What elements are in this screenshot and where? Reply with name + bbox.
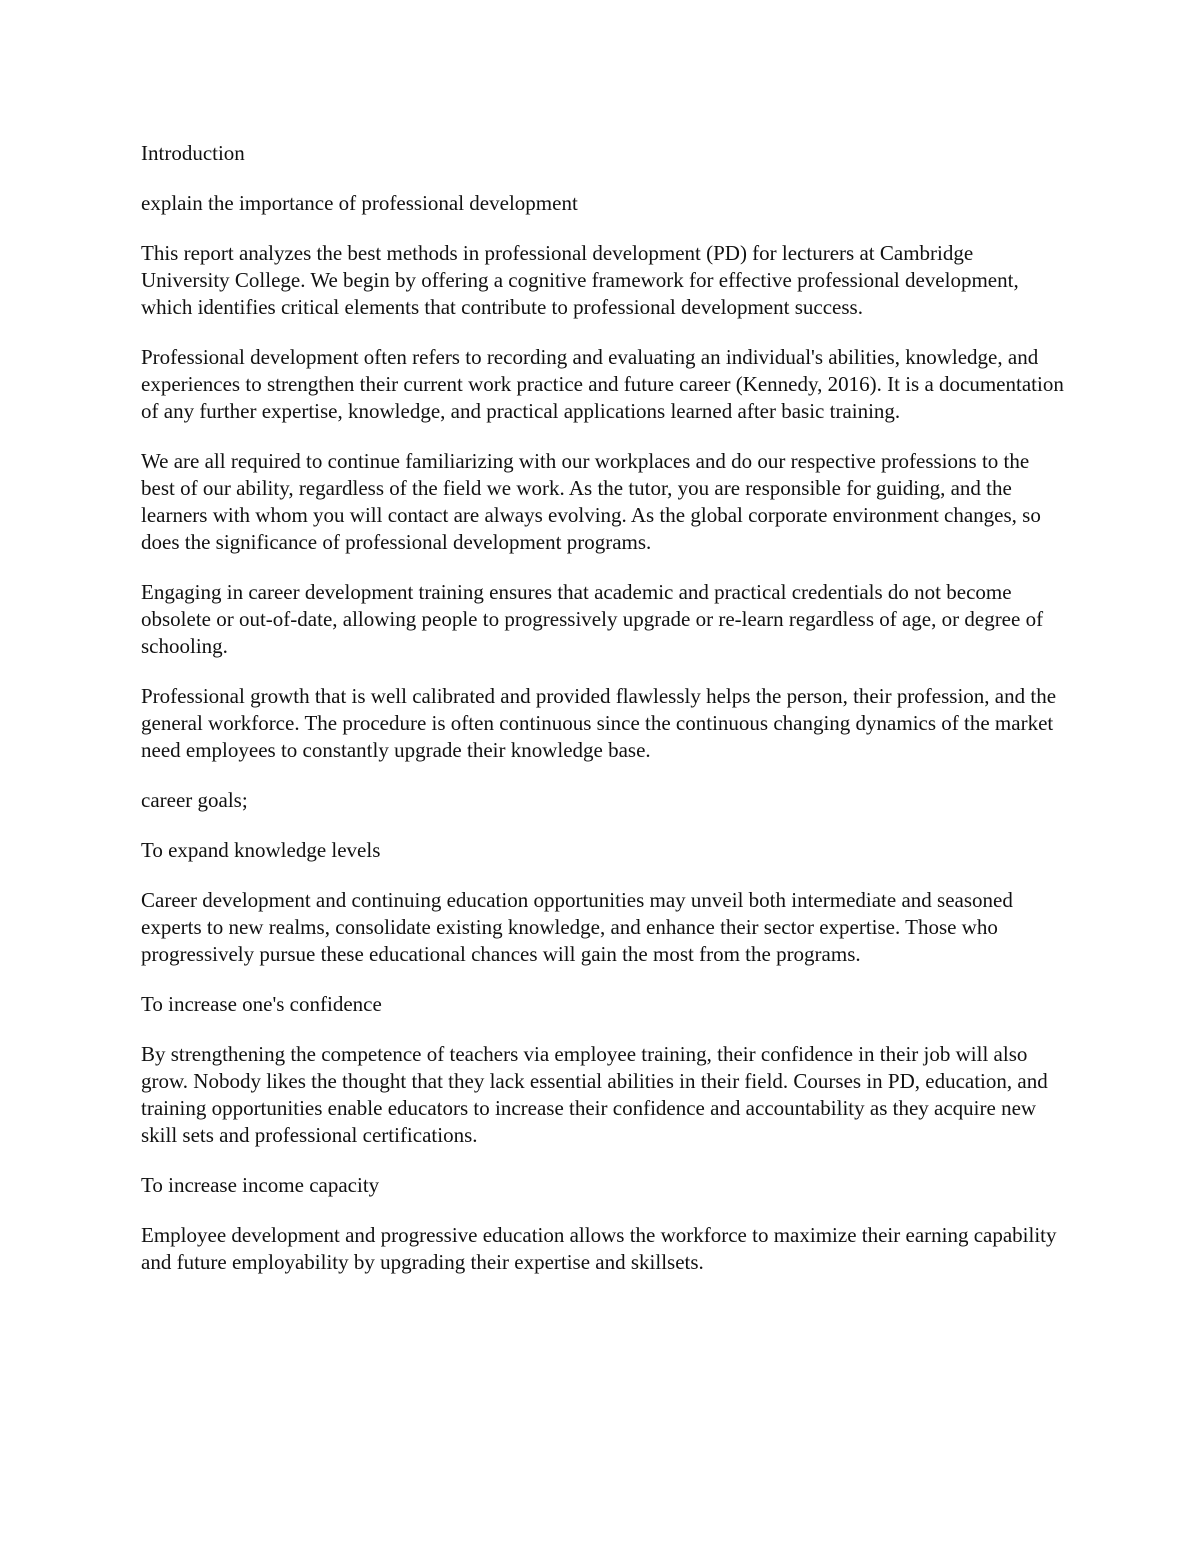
heading-introduction: Introduction (141, 141, 245, 165)
subheading-expand-knowledge: To expand knowledge levels (141, 838, 381, 862)
paragraph-increase-confidence: By strengthening the competence of teachers via employee training, their confidence in their job will also grow. Nobody likes the thought that they lack essential abilities in their field. Courses in PD, education, and training opportunities enable educators to increase their confidence and accountability as they acquire new skill sets and professional certifications. (141, 1042, 1048, 1147)
paragraph-report-overview: This report analyzes the best methods in professional development (PD) for lecturers at Cambridge University College. We begin by offering a cognitive framework for effective professional development, which identifies critical elements that contribute to professional development success. (141, 241, 1019, 319)
paragraph-career-training: Engaging in career development training ensures that academic and practical credentials do not become obsolete or out-of-date, allowing people to progressively upgrade or re-learn regardless of age, or degree of schooling. (141, 580, 1044, 658)
paragraph-pd-definition: Professional development often refers to recording and evaluating an individual's abilities, knowledge, and experiences to strengthen their current work practice and future career (Kennedy, 2016). It is a documentation of any further expertise, knowledge, and practical applications learned after basic training. (141, 345, 1064, 423)
prompt-line: explain the importance of professional development (141, 191, 578, 215)
heading-career-goals: career goals; (141, 788, 248, 812)
subheading-increase-income: To increase income capacity (141, 1173, 380, 1197)
paragraph-workplace: We are all required to continue familiarizing with our workplaces and do our respective professions to the best of our ability, regardless of the field we work. As the tutor, you are responsible for guiding, and the learners with whom you will contact are always evolving. As the global corporate environment changes, so does the significance of professional development programs. (141, 449, 1041, 554)
paragraph-increase-income: Employee development and progressive education allows the workforce to maximize their earning capability and future employability by upgrading their expertise and skillsets. (141, 1223, 1057, 1274)
document-body (141, 140, 1066, 1299)
subheading-increase-confidence: To increase one's confidence (141, 992, 382, 1016)
paragraph-professional-growth: Professional growth that is well calibrated and provided flawlessly helps the person, their profession, and the general workforce. The procedure is often continuous since the continuous changing dynamics of the market need employees to constantly upgrade their knowledge base. (141, 684, 1057, 762)
paragraph-expand-knowledge: Career development and continuing education opportunities may unveil both intermediate and seasoned experts to new realms, consolidate existing knowledge, and enhance their sector expertise. Those who progressively pursue these educational chances will gain the most from the programs. (141, 888, 1013, 966)
